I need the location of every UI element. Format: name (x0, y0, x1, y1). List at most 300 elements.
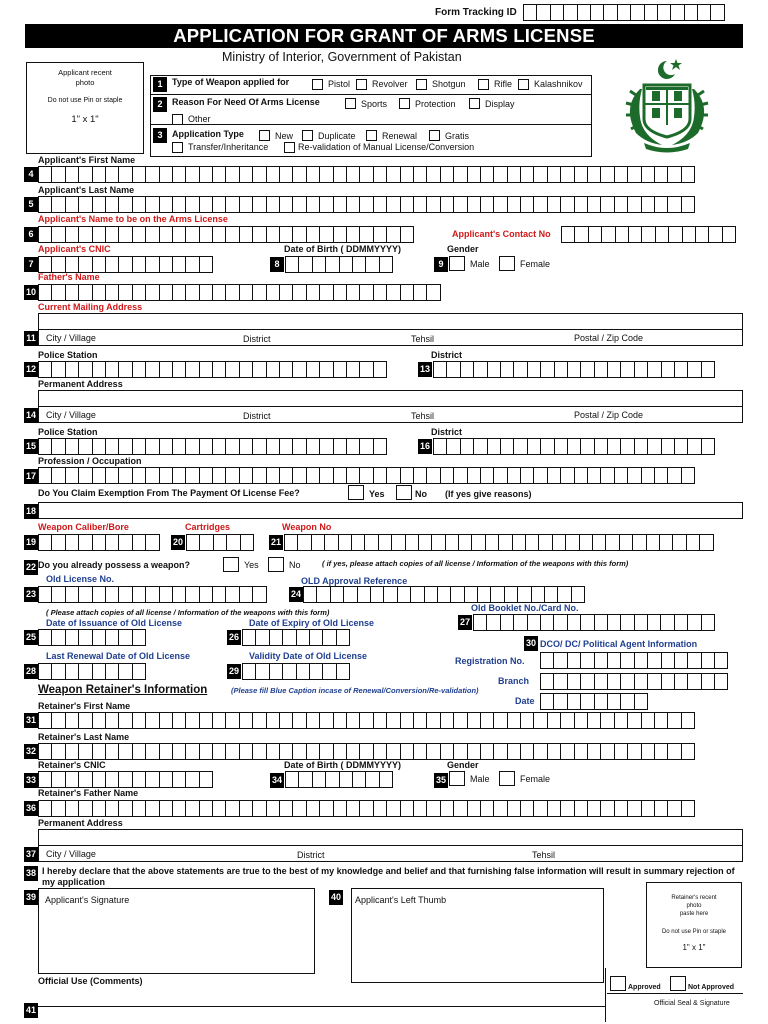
police-station-boxes[interactable] (38, 438, 386, 455)
char-box[interactable] (239, 196, 253, 213)
char-box[interactable] (373, 226, 387, 243)
char-box[interactable] (554, 361, 568, 378)
char-box[interactable] (312, 771, 326, 788)
char-box[interactable] (105, 712, 119, 729)
char-box[interactable] (654, 800, 668, 817)
char-box[interactable] (628, 226, 642, 243)
char-box[interactable] (440, 800, 454, 817)
char-box[interactable] (92, 467, 106, 484)
char-box[interactable] (279, 226, 293, 243)
char-box[interactable] (105, 743, 119, 760)
char-box[interactable] (446, 438, 460, 455)
checkbox-gratis[interactable] (429, 130, 440, 141)
char-box[interactable] (172, 226, 186, 243)
char-box[interactable] (185, 256, 199, 273)
char-box[interactable] (51, 196, 65, 213)
char-box[interactable] (78, 629, 92, 646)
char-box[interactable] (533, 800, 547, 817)
char-box[interactable] (78, 743, 92, 760)
char-box[interactable] (400, 712, 414, 729)
checkbox-display[interactable] (469, 98, 480, 109)
license-name-boxes[interactable] (38, 226, 413, 243)
char-box[interactable] (239, 467, 253, 484)
char-box[interactable] (627, 800, 641, 817)
char-box[interactable] (670, 4, 684, 21)
char-box[interactable] (654, 712, 668, 729)
char-box[interactable] (38, 166, 52, 183)
char-box[interactable] (279, 800, 293, 817)
char-box[interactable] (279, 712, 293, 729)
char-box[interactable] (78, 467, 92, 484)
char-box[interactable] (473, 614, 487, 631)
char-box[interactable] (322, 629, 336, 646)
char-box[interactable] (38, 361, 52, 378)
last-name-boxes[interactable] (38, 196, 694, 213)
char-box[interactable] (346, 196, 360, 213)
char-box[interactable] (306, 226, 320, 243)
char-box[interactable] (292, 467, 306, 484)
char-box[interactable] (540, 361, 554, 378)
char-box[interactable] (51, 586, 65, 603)
char-box[interactable] (212, 712, 226, 729)
char-box[interactable] (486, 614, 500, 631)
char-box[interactable] (533, 166, 547, 183)
char-box[interactable] (51, 361, 65, 378)
char-box[interactable] (594, 438, 608, 455)
applicant-photo-box[interactable] (26, 62, 144, 154)
char-box[interactable] (647, 652, 661, 669)
char-box[interactable] (346, 284, 360, 301)
char-box[interactable] (266, 361, 280, 378)
char-box[interactable] (285, 771, 299, 788)
char-box[interactable] (306, 166, 320, 183)
char-box[interactable] (547, 800, 561, 817)
char-box[interactable] (252, 800, 266, 817)
char-box[interactable] (132, 629, 146, 646)
char-box[interactable] (588, 226, 602, 243)
char-box[interactable] (687, 652, 701, 669)
char-box[interactable] (437, 586, 451, 603)
char-box[interactable] (507, 800, 521, 817)
char-box[interactable] (92, 438, 106, 455)
char-box[interactable] (51, 743, 65, 760)
char-box[interactable] (536, 4, 550, 21)
char-box[interactable] (600, 196, 614, 213)
char-box[interactable] (540, 652, 554, 669)
char-box[interactable] (607, 361, 621, 378)
char-box[interactable] (225, 166, 239, 183)
char-box[interactable] (132, 361, 146, 378)
char-box[interactable] (580, 693, 594, 710)
mailing-address-line1[interactable] (38, 313, 743, 330)
char-box[interactable] (600, 743, 614, 760)
char-box[interactable] (38, 196, 52, 213)
char-box[interactable] (480, 467, 494, 484)
char-box[interactable] (105, 284, 119, 301)
char-box[interactable] (386, 467, 400, 484)
char-box[interactable] (159, 284, 173, 301)
char-box[interactable] (547, 467, 561, 484)
char-box[interactable] (426, 800, 440, 817)
registration-no-boxes[interactable] (540, 652, 727, 669)
retainer-address-line2[interactable] (38, 845, 743, 862)
char-box[interactable] (239, 438, 253, 455)
char-box[interactable] (172, 800, 186, 817)
char-box[interactable] (701, 438, 715, 455)
char-box[interactable] (426, 196, 440, 213)
char-box[interactable] (359, 438, 373, 455)
char-box[interactable] (701, 652, 715, 669)
char-box[interactable] (540, 673, 554, 690)
char-box[interactable] (78, 166, 92, 183)
char-box[interactable] (544, 586, 558, 603)
char-box[interactable] (560, 712, 574, 729)
char-box[interactable] (51, 438, 65, 455)
char-box[interactable] (365, 256, 379, 273)
char-box[interactable] (343, 586, 357, 603)
char-box[interactable] (252, 712, 266, 729)
char-box[interactable] (312, 256, 326, 273)
checkbox-exemption-yes[interactable] (348, 485, 364, 500)
char-box[interactable] (571, 586, 585, 603)
char-box[interactable] (316, 586, 330, 603)
char-box[interactable] (105, 196, 119, 213)
char-box[interactable] (681, 800, 695, 817)
char-box[interactable] (567, 693, 581, 710)
char-box[interactable] (560, 166, 574, 183)
char-box[interactable] (614, 166, 628, 183)
police-station-boxes[interactable] (38, 361, 386, 378)
char-box[interactable] (333, 438, 347, 455)
checkbox-pistol[interactable] (312, 79, 323, 90)
char-box[interactable] (674, 361, 688, 378)
char-box[interactable] (292, 438, 306, 455)
char-box[interactable] (620, 693, 634, 710)
char-box[interactable] (619, 534, 633, 551)
char-box[interactable] (51, 166, 65, 183)
char-box[interactable] (185, 284, 199, 301)
char-box[interactable] (78, 196, 92, 213)
char-box[interactable] (667, 800, 681, 817)
char-box[interactable] (303, 586, 317, 603)
char-box[interactable] (464, 586, 478, 603)
char-box[interactable] (172, 743, 186, 760)
char-box[interactable] (225, 284, 239, 301)
char-box[interactable] (65, 196, 79, 213)
expiry-date-boxes[interactable] (242, 629, 349, 646)
char-box[interactable] (118, 534, 132, 551)
char-box[interactable] (424, 586, 438, 603)
char-box[interactable] (418, 534, 432, 551)
char-box[interactable] (565, 534, 579, 551)
char-box[interactable] (644, 4, 658, 21)
char-box[interactable] (132, 226, 146, 243)
checkbox-sports[interactable] (345, 98, 356, 109)
char-box[interactable] (523, 4, 537, 21)
char-box[interactable] (65, 712, 79, 729)
char-box[interactable] (285, 256, 299, 273)
char-box[interactable] (65, 284, 79, 301)
char-box[interactable] (373, 467, 387, 484)
char-box[interactable] (38, 438, 52, 455)
char-box[interactable] (607, 438, 621, 455)
last-renewal-boxes[interactable] (38, 663, 145, 680)
char-box[interactable] (105, 256, 119, 273)
char-box[interactable] (132, 166, 146, 183)
char-box[interactable] (440, 712, 454, 729)
char-box[interactable] (319, 712, 333, 729)
checkbox-approved[interactable] (610, 976, 626, 991)
char-box[interactable] (525, 534, 539, 551)
char-box[interactable] (587, 712, 601, 729)
char-box[interactable] (132, 743, 146, 760)
char-box[interactable] (242, 663, 256, 680)
char-box[interactable] (145, 586, 159, 603)
char-box[interactable] (185, 226, 199, 243)
char-box[interactable] (199, 771, 213, 788)
char-box[interactable] (38, 586, 52, 603)
char-box[interactable] (199, 712, 213, 729)
char-box[interactable] (552, 534, 566, 551)
char-box[interactable] (614, 196, 628, 213)
char-box[interactable] (279, 467, 293, 484)
char-box[interactable] (373, 284, 387, 301)
char-box[interactable] (239, 166, 253, 183)
char-box[interactable] (51, 534, 65, 551)
char-box[interactable] (159, 196, 173, 213)
char-box[interactable] (78, 771, 92, 788)
char-box[interactable] (513, 438, 527, 455)
char-box[interactable] (359, 361, 373, 378)
char-box[interactable] (533, 743, 547, 760)
cartridges-boxes[interactable] (186, 534, 253, 551)
retainer-first-boxes[interactable] (38, 712, 694, 729)
char-box[interactable] (400, 196, 414, 213)
char-box[interactable] (292, 284, 306, 301)
char-box[interactable] (426, 467, 440, 484)
char-box[interactable] (426, 712, 440, 729)
char-box[interactable] (400, 800, 414, 817)
char-box[interactable] (346, 361, 360, 378)
char-box[interactable] (105, 629, 119, 646)
char-box[interactable] (65, 743, 79, 760)
char-box[interactable] (477, 586, 491, 603)
char-box[interactable] (118, 771, 132, 788)
weapon-no-boxes[interactable] (284, 534, 713, 551)
char-box[interactable] (118, 586, 132, 603)
char-box[interactable] (517, 586, 531, 603)
char-box[interactable] (686, 534, 700, 551)
permanent-address-line1[interactable] (38, 390, 743, 407)
char-box[interactable] (333, 361, 347, 378)
char-box[interactable] (632, 534, 646, 551)
char-box[interactable] (373, 743, 387, 760)
char-box[interactable] (426, 166, 440, 183)
char-box[interactable] (132, 438, 146, 455)
char-box[interactable] (306, 712, 320, 729)
char-box[interactable] (614, 800, 628, 817)
char-box[interactable] (306, 284, 320, 301)
char-box[interactable] (600, 467, 614, 484)
char-box[interactable] (373, 712, 387, 729)
char-box[interactable] (185, 743, 199, 760)
char-box[interactable] (620, 614, 634, 631)
char-box[interactable] (118, 629, 132, 646)
char-box[interactable] (701, 361, 715, 378)
char-box[interactable] (92, 712, 106, 729)
char-box[interactable] (225, 800, 239, 817)
char-box[interactable] (460, 361, 474, 378)
char-box[interactable] (159, 361, 173, 378)
char-box[interactable] (118, 712, 132, 729)
char-box[interactable] (225, 743, 239, 760)
char-box[interactable] (574, 800, 588, 817)
char-box[interactable] (92, 196, 106, 213)
char-box[interactable] (292, 166, 306, 183)
char-box[interactable] (38, 284, 52, 301)
char-box[interactable] (641, 196, 655, 213)
char-box[interactable] (614, 467, 628, 484)
char-box[interactable] (667, 196, 681, 213)
char-box[interactable] (574, 166, 588, 183)
retainer-cnic-boxes[interactable] (38, 771, 212, 788)
char-box[interactable] (92, 771, 106, 788)
char-box[interactable] (38, 663, 52, 680)
char-box[interactable] (118, 743, 132, 760)
char-box[interactable] (386, 743, 400, 760)
char-box[interactable] (359, 196, 373, 213)
char-box[interactable] (681, 743, 695, 760)
char-box[interactable] (453, 712, 467, 729)
char-box[interactable] (413, 284, 427, 301)
char-box[interactable] (330, 586, 344, 603)
char-box[interactable] (433, 361, 447, 378)
char-box[interactable] (567, 361, 581, 378)
char-box[interactable] (467, 467, 481, 484)
char-box[interactable] (634, 652, 648, 669)
char-box[interactable] (687, 614, 701, 631)
char-box[interactable] (641, 166, 655, 183)
char-box[interactable] (587, 800, 601, 817)
char-box[interactable] (681, 467, 695, 484)
char-box[interactable] (199, 256, 213, 273)
date-boxes[interactable] (540, 693, 647, 710)
char-box[interactable] (460, 438, 474, 455)
char-box[interactable] (252, 438, 266, 455)
char-box[interactable] (319, 284, 333, 301)
char-box[interactable] (641, 467, 655, 484)
char-box[interactable] (615, 226, 629, 243)
char-box[interactable] (325, 771, 339, 788)
char-box[interactable] (105, 663, 119, 680)
char-box[interactable] (292, 800, 306, 817)
char-box[interactable] (145, 256, 159, 273)
char-box[interactable] (580, 652, 594, 669)
checkbox-exemption-no[interactable] (396, 485, 412, 500)
char-box[interactable] (266, 712, 280, 729)
char-box[interactable] (458, 534, 472, 551)
char-box[interactable] (78, 663, 92, 680)
char-box[interactable] (471, 534, 485, 551)
char-box[interactable] (346, 800, 360, 817)
char-box[interactable] (710, 4, 724, 21)
char-box[interactable] (560, 467, 574, 484)
char-box[interactable] (199, 438, 213, 455)
char-box[interactable] (159, 166, 173, 183)
char-box[interactable] (681, 712, 695, 729)
char-box[interactable] (185, 800, 199, 817)
char-box[interactable] (199, 467, 213, 484)
char-box[interactable] (681, 196, 695, 213)
char-box[interactable] (346, 743, 360, 760)
char-box[interactable] (620, 673, 634, 690)
validity-date-boxes[interactable] (242, 663, 349, 680)
checkbox-duplicate[interactable] (302, 130, 313, 141)
char-box[interactable] (51, 256, 65, 273)
char-box[interactable] (553, 614, 567, 631)
char-box[interactable] (708, 226, 722, 243)
char-box[interactable] (467, 166, 481, 183)
char-box[interactable] (553, 652, 567, 669)
char-box[interactable] (145, 226, 159, 243)
char-box[interactable] (453, 800, 467, 817)
char-box[interactable] (185, 438, 199, 455)
char-box[interactable] (405, 534, 419, 551)
char-box[interactable] (38, 629, 52, 646)
char-box[interactable] (410, 586, 424, 603)
char-box[interactable] (346, 467, 360, 484)
char-box[interactable] (199, 361, 213, 378)
char-box[interactable] (65, 256, 79, 273)
char-box[interactable] (400, 166, 414, 183)
char-box[interactable] (319, 743, 333, 760)
char-box[interactable] (269, 629, 283, 646)
char-box[interactable] (594, 652, 608, 669)
char-box[interactable] (714, 652, 728, 669)
char-box[interactable] (359, 284, 373, 301)
char-box[interactable] (574, 226, 588, 243)
char-box[interactable] (587, 166, 601, 183)
char-box[interactable] (647, 438, 661, 455)
char-box[interactable] (346, 166, 360, 183)
profession-boxes[interactable] (38, 467, 694, 484)
char-box[interactable] (239, 712, 253, 729)
char-box[interactable] (92, 800, 106, 817)
char-box[interactable] (654, 467, 668, 484)
char-box[interactable] (105, 800, 119, 817)
char-box[interactable] (319, 800, 333, 817)
char-box[interactable] (132, 712, 146, 729)
char-box[interactable] (252, 361, 266, 378)
char-box[interactable] (172, 166, 186, 183)
char-box[interactable] (603, 4, 617, 21)
char-box[interactable] (647, 361, 661, 378)
char-box[interactable] (78, 438, 92, 455)
char-box[interactable] (118, 361, 132, 378)
char-box[interactable] (386, 284, 400, 301)
char-box[interactable] (132, 800, 146, 817)
char-box[interactable] (359, 712, 373, 729)
char-box[interactable] (607, 614, 621, 631)
char-box[interactable] (339, 771, 353, 788)
char-box[interactable] (550, 4, 564, 21)
char-box[interactable] (159, 467, 173, 484)
form-tracking-id-boxes[interactable] (523, 4, 724, 21)
char-box[interactable] (296, 629, 310, 646)
char-box[interactable] (620, 438, 634, 455)
checkbox-kalashnikov[interactable] (518, 79, 529, 90)
char-box[interactable] (239, 743, 253, 760)
